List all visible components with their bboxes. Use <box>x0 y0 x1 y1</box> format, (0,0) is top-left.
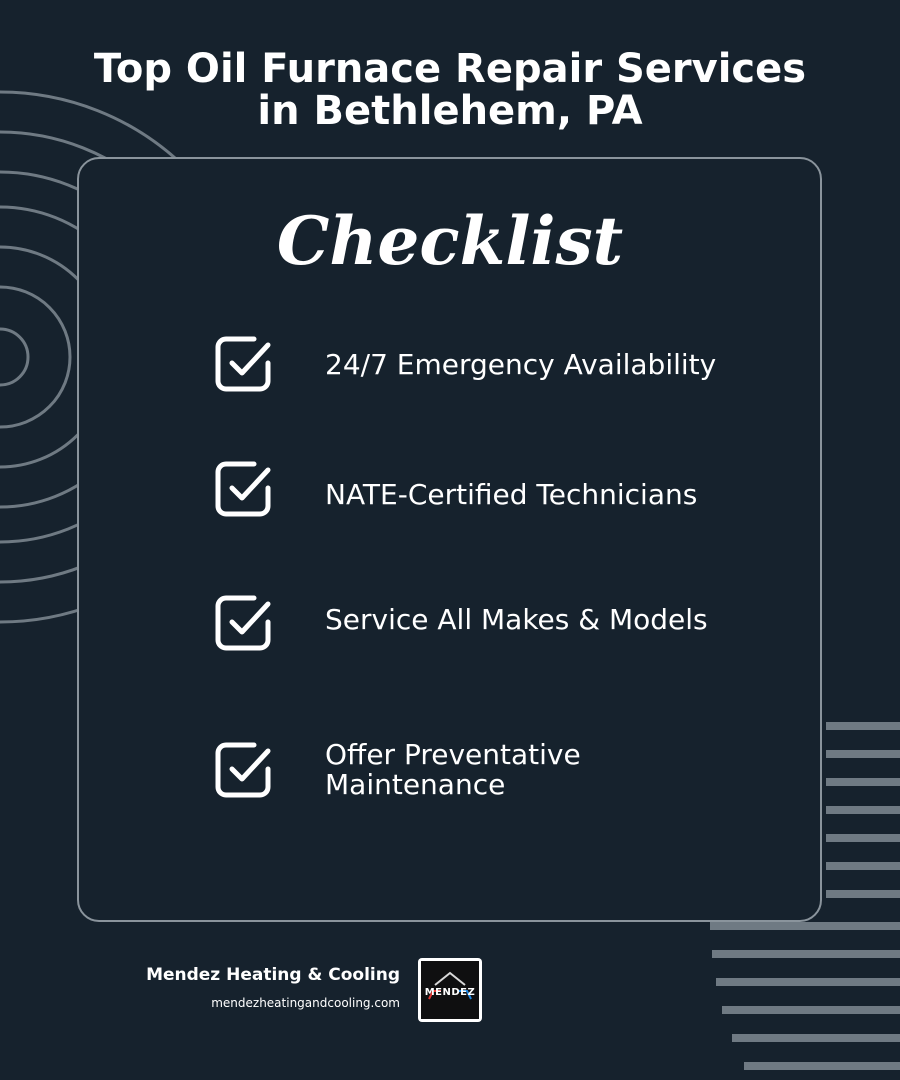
company-name: Mendez Heating & Cooling <box>146 965 400 985</box>
checklist-item-label: Service All Makes & Models <box>325 603 708 636</box>
logo-wordmark: MENDEZ <box>424 987 476 998</box>
checkbox-checked-icon <box>214 335 272 393</box>
page-title <box>0 48 900 132</box>
checklist-item-label-line-1: Offer Preventative <box>325 738 581 771</box>
checklist-item <box>214 335 774 395</box>
company-logo <box>418 958 482 1022</box>
checklist-item-label-line-2: Maintenance <box>325 768 506 801</box>
checklist-item <box>214 738 774 811</box>
checkbox-checked-icon <box>214 460 272 518</box>
checklist-item <box>214 460 774 520</box>
checkbox-checked-icon <box>214 741 272 799</box>
checklist-item-label: NATE-Certified Technicians <box>325 478 698 511</box>
checklist-heading: Checklist <box>276 202 624 280</box>
company-website: mendezheatingandcooling.com <box>211 996 400 1010</box>
page-title-line-2: in Bethlehem, PA <box>257 88 643 134</box>
checklist-item <box>214 594 774 654</box>
page-title-line-1: Top Oil Furnace Repair Services <box>93 46 807 92</box>
checkbox-checked-icon <box>214 594 272 652</box>
checklist-item-label: 24/7 Emergency Availability <box>325 348 717 381</box>
